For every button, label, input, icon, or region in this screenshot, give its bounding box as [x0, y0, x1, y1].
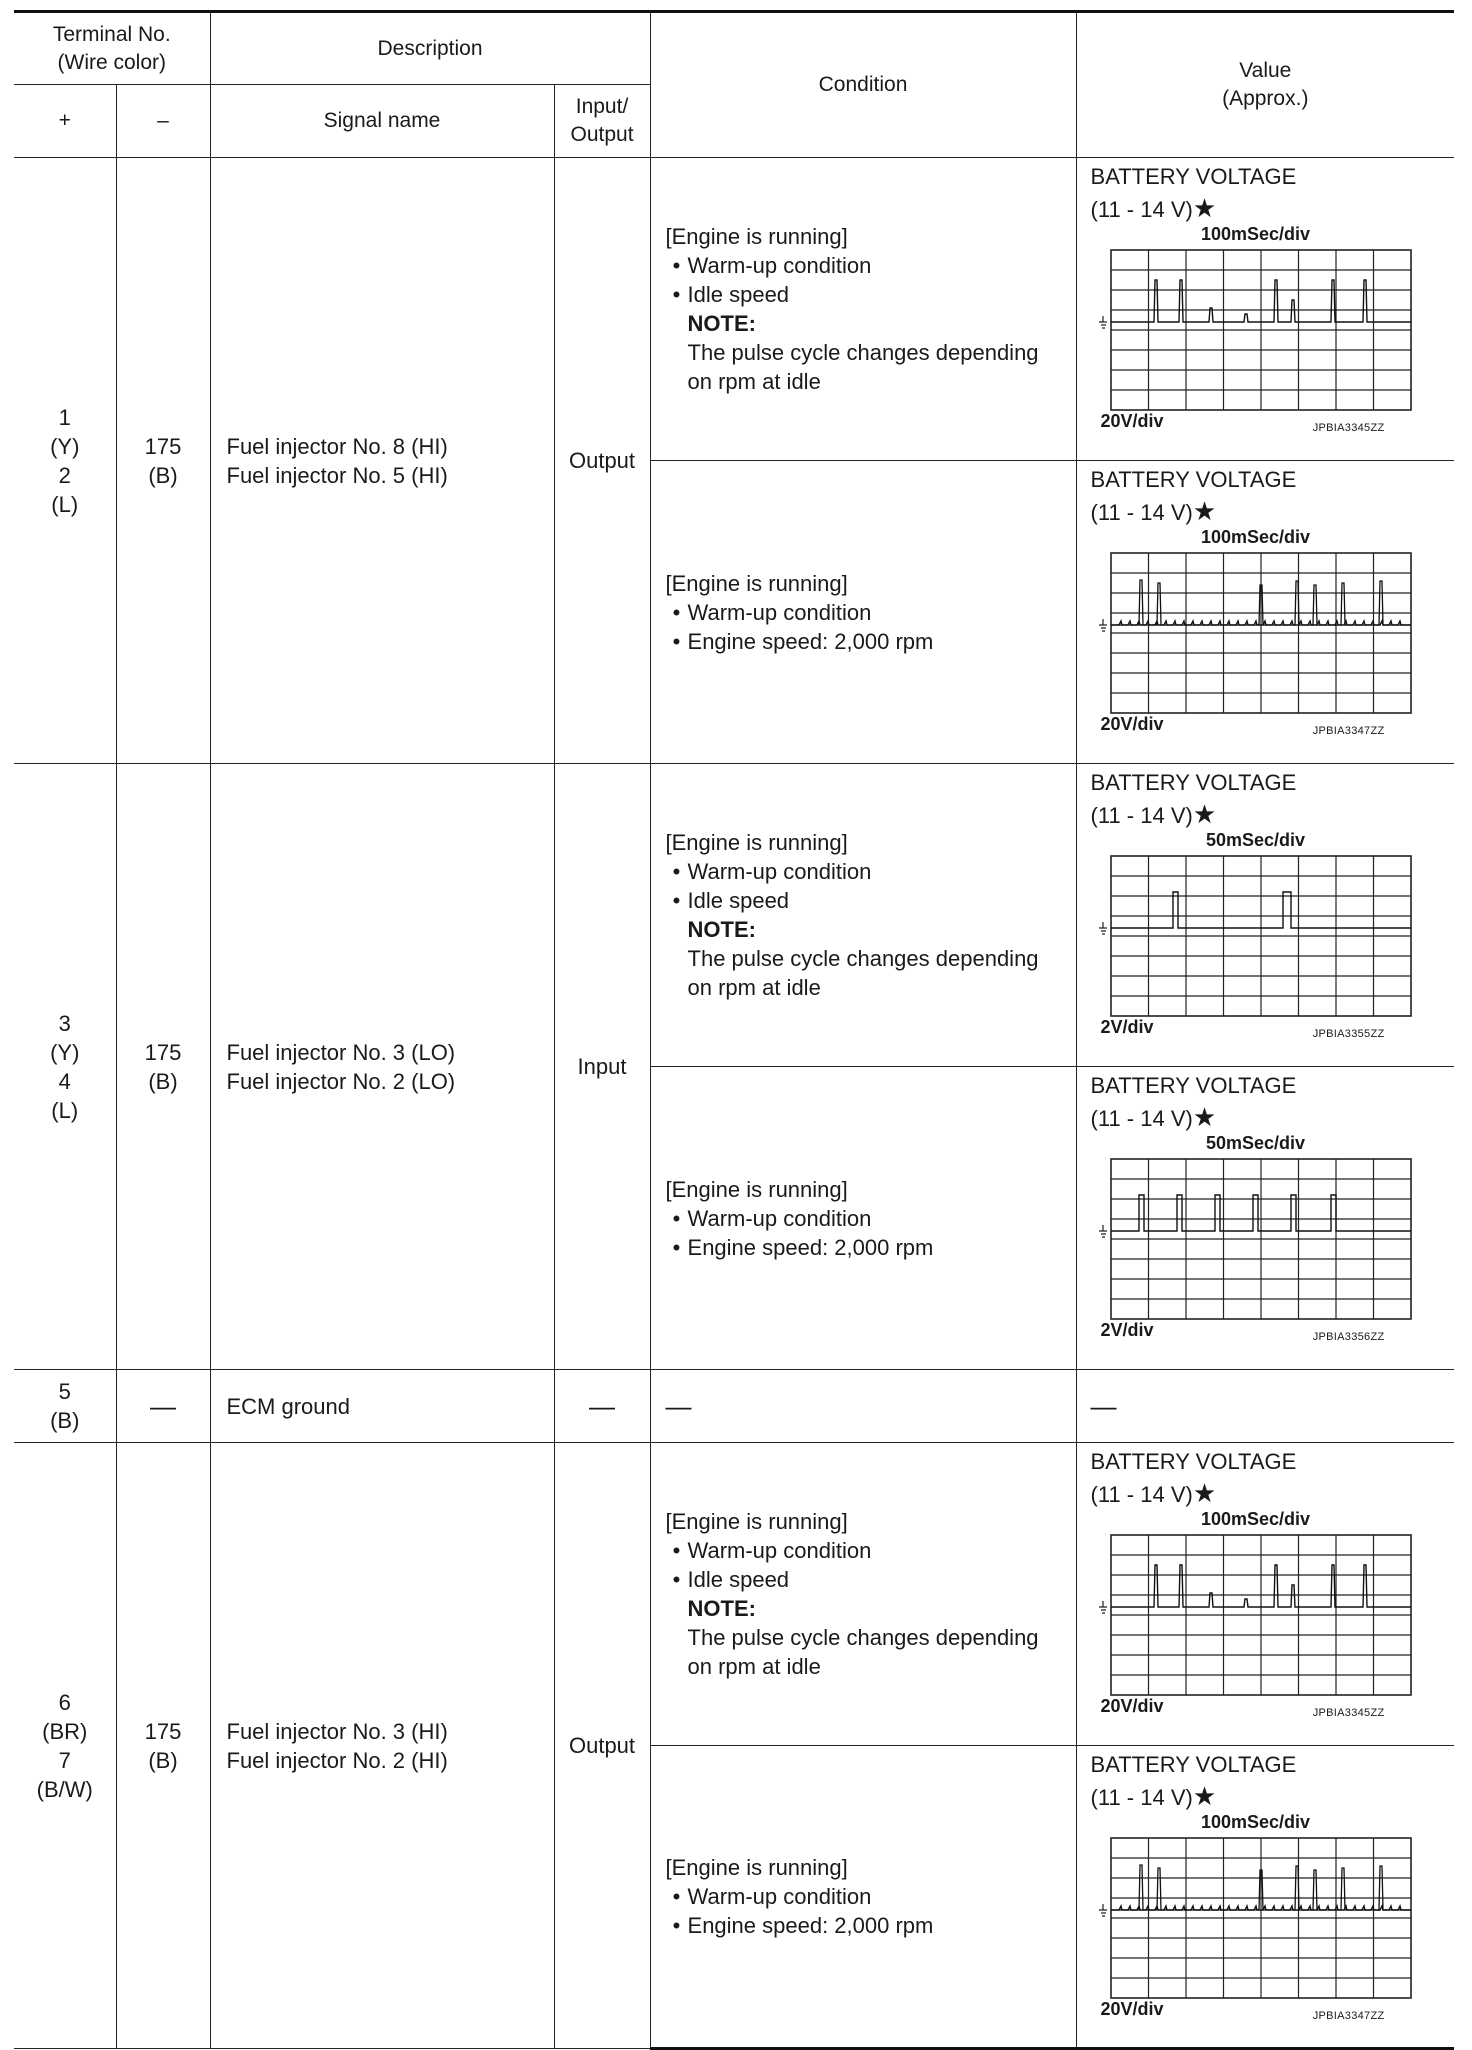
terminal-plus-number: 5 — [58, 1379, 71, 1404]
terminal-plus-number: 7 — [58, 1747, 71, 1773]
condition-cell — [650, 461, 1076, 764]
terminal-plus-number: 6 — [58, 1689, 71, 1715]
oscilloscope-waveform — [1091, 1812, 1421, 2024]
oscilloscope-waveform — [1091, 224, 1421, 436]
battery-voltage-label: BATTERY VOLTAGE — [1090, 1073, 1297, 1098]
voltage-range: (11 - 14 V)★ — [1090, 1102, 1217, 1132]
terminal-no-header: Terminal No. (Wire color) — [14, 12, 210, 85]
condition-state: [Engine is running] — [665, 570, 848, 596]
signal-name-header: Signal name — [210, 85, 554, 158]
waveform-graph — [1091, 242, 1421, 414]
terminal-plus-number: 1 — [58, 404, 71, 430]
condition-cell — [650, 1067, 1076, 1370]
terminal-plus-number: 2 — [58, 462, 71, 488]
condition-bullet-item: • Idle speed — [672, 888, 790, 913]
voltage-range: (11 - 14 V)★ — [1090, 1781, 1217, 1811]
voltage-range: (11 - 14 V)★ — [1090, 1478, 1217, 1508]
condition-note: NOTE: — [687, 311, 756, 336]
table-row — [14, 1443, 1454, 1746]
scope-grid — [1111, 250, 1411, 410]
value-cell — [1076, 461, 1454, 764]
scope-grid — [1111, 553, 1411, 713]
terminal-minus-cell: — — [116, 1370, 210, 1443]
io-cell: Input — [554, 764, 650, 1370]
plus-header: + — [14, 85, 116, 158]
condition-bullet-item: • Warm-up condition — [672, 1884, 872, 1909]
timebase-label: 50mSec/div — [1205, 830, 1306, 850]
condition-bullet-item: • Warm-up condition — [672, 1538, 872, 1563]
table-row — [14, 764, 1454, 1067]
ground-marker-icon — [1099, 1225, 1107, 1237]
ground-marker-icon — [1099, 316, 1107, 328]
condition-cell: [Engine is running] • Warm-up condition • Idle speed NOTE: The pulse cycle changes depending on rpm at idle — [650, 1443, 1076, 1746]
volts-per-div-label: 2V/div — [1100, 1017, 1154, 1037]
condition-bullet-item: • Warm-up condition — [672, 599, 872, 625]
ground-marker-icon — [1099, 1601, 1107, 1613]
signal-name-cell: Fuel injector No. 3 (LO) Fuel injector No. 2 (LO) — [210, 764, 554, 1370]
condition-cell: [Engine is running] • Warm-up condition • Idle speed NOTE: The pulse cycle changes depending on rpm at idle — [650, 158, 1076, 461]
description-header: Description — [210, 12, 650, 85]
star-icon: ★ — [1192, 1781, 1217, 1811]
star-icon: ★ — [1192, 1102, 1217, 1132]
terminal-plus-cell — [14, 764, 116, 1370]
figure-id: JPBIA3345ZZ — [1312, 1707, 1385, 1719]
voltage-range: (11 - 14 V)★ — [1090, 799, 1217, 829]
waveform-graph — [1091, 1830, 1421, 2002]
timebase-label: 100mSec/div — [1200, 1509, 1311, 1529]
waveform-graph — [1091, 545, 1421, 717]
terminal-plus-color: (BR) — [42, 1718, 88, 1744]
table-row — [14, 1370, 1454, 1443]
signal-name-cell: Fuel injector No. 3 (HI) Fuel injector No. 2 (HI) — [210, 1443, 554, 2049]
condition-note: NOTE: — [687, 917, 756, 942]
timebase-label: 100mSec/div — [1200, 224, 1311, 244]
io-cell: — — [554, 1370, 650, 1443]
condition-header: Condition — [650, 12, 1076, 158]
waveform-graph — [1091, 848, 1421, 1020]
terminal-plus-cell — [14, 1443, 116, 2049]
terminal-plus-cell — [14, 158, 116, 764]
figure-id: JPBIA3345ZZ — [1312, 422, 1385, 434]
value-cell — [1076, 764, 1454, 1067]
condition-note: NOTE: — [687, 1596, 756, 1621]
oscilloscope-waveform — [1091, 1133, 1421, 1345]
condition-state: [Engine is running] — [665, 224, 848, 249]
minus-header: – — [116, 85, 210, 158]
terminal-plus-color: (Y) — [50, 433, 80, 459]
scope-grid — [1111, 1535, 1411, 1695]
battery-voltage-label: BATTERY VOLTAGE — [1090, 467, 1297, 492]
terminal-plus-color: (L) — [51, 1097, 79, 1123]
battery-voltage-label: BATTERY VOLTAGE — [1090, 1752, 1297, 1777]
value-cell — [1076, 1067, 1454, 1370]
battery-voltage-label: BATTERY VOLTAGE — [1090, 164, 1297, 189]
timebase-label: 100mSec/div — [1200, 1812, 1311, 1832]
waveform-graph — [1091, 1151, 1421, 1323]
value-header: Value (Approx.) — [1076, 12, 1454, 158]
volts-per-div-label: 20V/div — [1100, 1999, 1164, 2019]
scope-grid — [1111, 856, 1411, 1016]
condition-state: [Engine is running] — [665, 1176, 848, 1202]
value-cell — [1076, 1746, 1454, 2049]
value-cell: — — [1076, 1370, 1454, 1443]
condition-cell: [Engine is running] • Warm-up condition • Idle speed NOTE: The pulse cycle changes depending on rpm at idle — [650, 764, 1076, 1067]
value-cell — [1076, 1443, 1454, 1746]
terminal-plus-number: 4 — [58, 1068, 71, 1094]
scope-grid — [1111, 1159, 1411, 1319]
condition-cell: — — [650, 1370, 1076, 1443]
condition-state: [Engine is running] — [665, 1855, 848, 1880]
battery-voltage-label: BATTERY VOLTAGE — [1090, 770, 1297, 795]
figure-id: JPBIA3347ZZ — [1312, 2010, 1385, 2022]
oscilloscope-waveform — [1091, 1509, 1421, 1721]
condition-bullet-item: • Engine speed: 2,000 rpm — [672, 628, 934, 654]
condition-cell — [650, 1746, 1076, 2049]
timebase-label: 50mSec/div — [1205, 1133, 1306, 1153]
ground-marker-icon — [1099, 619, 1107, 631]
condition-state: [Engine is running] — [665, 830, 848, 855]
terminal-table — [14, 10, 1454, 2050]
star-icon: ★ — [1192, 1478, 1217, 1508]
terminal-plus-color: (Y) — [50, 1039, 80, 1065]
volts-per-div-label: 2V/div — [1100, 1320, 1154, 1340]
figure-id: JPBIA3356ZZ — [1312, 1331, 1385, 1343]
signal-name-cell: ECM ground — [210, 1370, 554, 1443]
condition-bullet-item: • Engine speed: 2,000 rpm — [672, 1234, 934, 1260]
voltage-range: (11 - 14 V)★ — [1090, 193, 1217, 223]
condition-bullet-item: • Engine speed: 2,000 rpm — [672, 1913, 934, 1938]
condition-bullet-item: • Idle speed — [672, 282, 790, 307]
battery-voltage-label: BATTERY VOLTAGE — [1090, 1449, 1297, 1474]
condition-bullet-item: • Idle speed — [672, 1567, 790, 1592]
terminal-plus-number: 3 — [58, 1010, 71, 1036]
figure-id: JPBIA3347ZZ — [1312, 725, 1385, 737]
table-row — [14, 158, 1454, 461]
terminal-plus-color: (B) — [50, 1408, 80, 1433]
star-icon: ★ — [1192, 193, 1217, 223]
terminal-plus-cell — [14, 1370, 116, 1443]
condition-bullet-item: • Warm-up condition — [672, 859, 872, 884]
oscilloscope-waveform — [1091, 830, 1421, 1042]
terminal-minus-cell: 175 (B) — [116, 158, 210, 764]
oscilloscope-waveform — [1091, 527, 1421, 739]
signal-name-cell: Fuel injector No. 8 (HI) Fuel injector No. 5 (HI) — [210, 158, 554, 764]
star-icon: ★ — [1192, 496, 1217, 526]
volts-per-div-label: 20V/div — [1100, 1696, 1164, 1716]
terminal-minus-cell: 175 (B) — [116, 764, 210, 1370]
terminal-plus-color: (B/W) — [36, 1776, 93, 1802]
condition-bullet-item: • Warm-up condition — [672, 253, 872, 278]
terminal-minus-cell: 175 (B) — [116, 1443, 210, 2049]
terminal-plus-color: (L) — [51, 491, 79, 517]
ground-marker-icon — [1099, 1904, 1107, 1916]
volts-per-div-label: 20V/div — [1100, 411, 1164, 431]
ground-marker-icon — [1099, 922, 1107, 934]
condition-state: [Engine is running] — [665, 1509, 848, 1534]
scope-grid — [1111, 1838, 1411, 1998]
io-cell: Output — [554, 158, 650, 764]
input-output-header: Input/ Output — [554, 85, 650, 158]
io-cell: Output — [554, 1443, 650, 2049]
voltage-range: (11 - 14 V)★ — [1090, 496, 1217, 526]
waveform-graph — [1091, 1527, 1421, 1699]
volts-per-div-label: 20V/div — [1100, 714, 1164, 734]
figure-id: JPBIA3355ZZ — [1312, 1028, 1385, 1040]
condition-bullet-item: • Warm-up condition — [672, 1205, 872, 1231]
value-cell — [1076, 158, 1454, 461]
star-icon: ★ — [1192, 799, 1217, 829]
timebase-label: 100mSec/div — [1200, 527, 1311, 547]
